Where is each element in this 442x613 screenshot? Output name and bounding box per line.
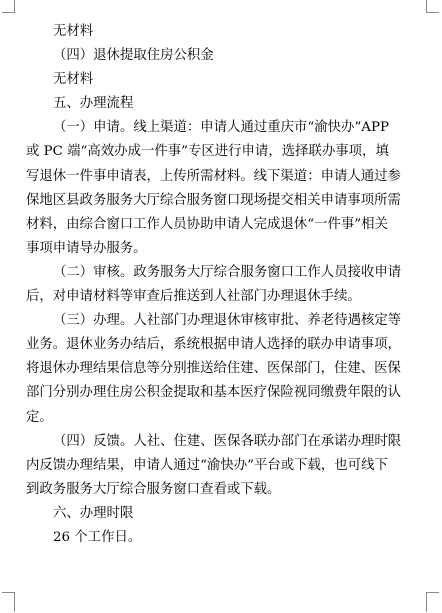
document-body	[26, 20, 426, 550]
paragraph-line: 部门分别办理住房公积金提取和基本医疗保险视同缴费年限的认	[26, 385, 401, 401]
paragraph-line: 写退休一件事申请表，上传所需材料。线下渠道：申请人通过参	[26, 168, 401, 184]
paragraph-line: 后，对申请材料等审查后推送到人社部门办理退休手续。	[26, 289, 361, 305]
paragraph-line: 材料，由综合窗口工作人员协助申请人完成退休“一件事”相关	[26, 216, 388, 232]
section-heading-pension-fund: （四）退休提取住房公积金	[53, 48, 214, 64]
paragraph-line: 将退休办理结果信息等分别推送给住建、医保部门，住建、医保	[26, 361, 401, 377]
crop-mark-top-right	[426, 0, 427, 12]
crop-mark-bottom-left-h	[2, 592, 15, 593]
paragraph-line: 定。	[26, 409, 53, 425]
paragraph-line: 业务。退休业务办结后，系统根据申请人选择的联办申请事项，	[26, 337, 401, 353]
paragraph-line: （三）办理。人社部门办理退休审核审批、养老待遇核定等	[53, 313, 402, 329]
section-heading-time-limit: 六、办理时限	[53, 505, 134, 521]
crop-mark-top-right-h	[426, 12, 439, 13]
crop-mark-bottom-right	[426, 592, 427, 612]
paragraph-line: 保地区县政务服务大厅综合服务窗口现场提交相关申请事项所需	[26, 192, 401, 208]
text-line: 无材料	[53, 24, 94, 39]
paragraph-line: 事项申请导办服务。	[26, 240, 147, 256]
paragraph-line: （四）反馈。人社、住建、医保各联办部门在承诺办理时限	[53, 433, 402, 449]
crop-mark-bottom-right-h	[426, 592, 439, 593]
section-heading-process: 五、办理流程	[53, 96, 134, 112]
paragraph-line: 或 PC 端“高效办成一件事”专区进行申请，选择联办事项，填	[26, 144, 389, 160]
crop-mark-top-left-h	[2, 12, 15, 13]
text-line: 26 个工作日。	[53, 529, 142, 545]
text-line: 无材料	[53, 72, 94, 88]
paragraph-line: （一）申请。线上渠道：申请人通过重庆市“渝快办”APP	[53, 120, 389, 136]
paragraph-line: 内反馈办理结果，申请人通过“渝快办”平台或下载，也可线下	[26, 457, 388, 473]
crop-mark-bottom-left	[14, 592, 15, 612]
paragraph-line: （二）审核。政务服务大厅综合服务窗口工作人员接收申请	[53, 264, 402, 280]
paragraph-line: 到政务服务大厅综合服务窗口查看或下载。	[26, 481, 281, 497]
crop-mark-top-left	[14, 0, 15, 12]
